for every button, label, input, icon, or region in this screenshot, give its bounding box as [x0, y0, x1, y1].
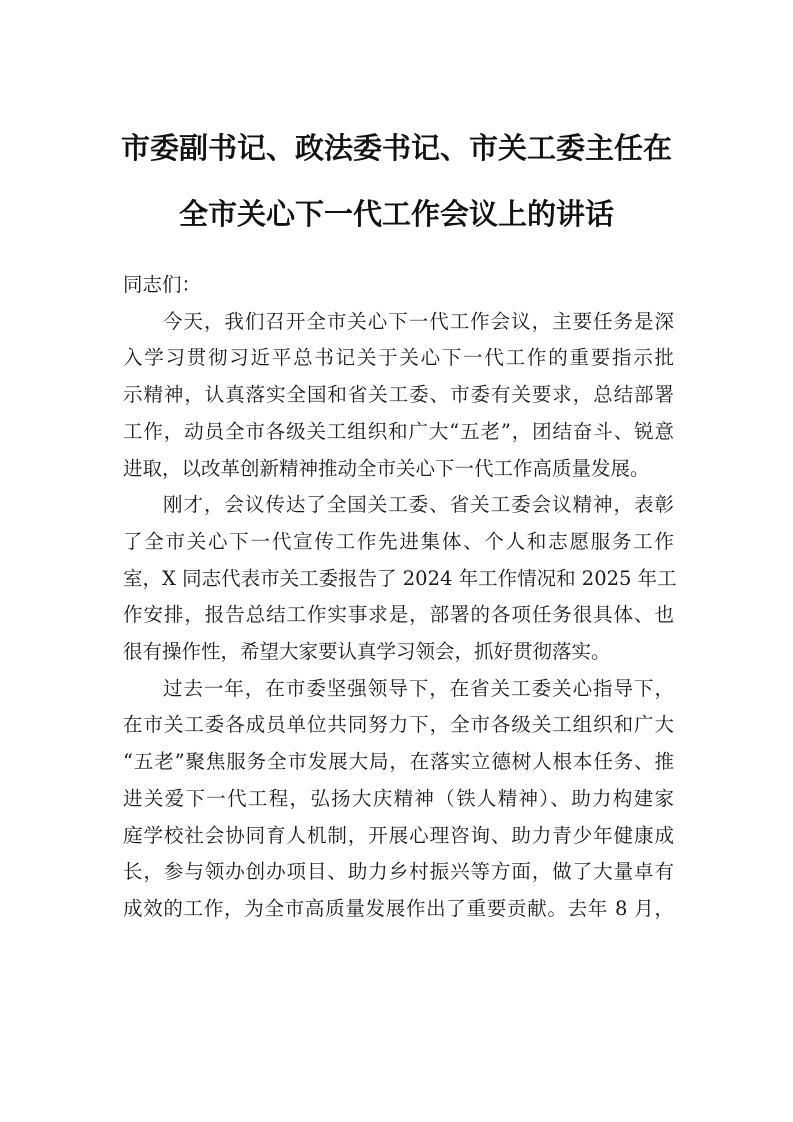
- paragraph-line: 作安排，报告总结工作实事求是，部署的各项任务很具体、也: [123, 603, 674, 627]
- paragraph-line: 庭学校社会协同育人机制，开展心理咨询、助力青少年健康成: [123, 823, 674, 847]
- paragraph-line: 很有操作性，希望大家要认真学习领会，抓好贯彻落实。: [123, 640, 611, 664]
- paragraph-line: 进关爱下一代工程，弘扬大庆精神（铁人精神）、助力构建家: [123, 786, 674, 810]
- paragraph-line: 刚才，会议传达了全国关工委、省关工委会议精神，表彰: [163, 493, 674, 517]
- paragraph-line: 工作，动员全市各级关工组织和广大“五老”，团结奋斗、锐意: [123, 419, 674, 443]
- paragraph-line: 在市关工委各成员单位共同努力下，全市各级关工组织和广大: [123, 713, 674, 737]
- salutation: 同志们：: [123, 273, 202, 296]
- paragraph-line: “五老”聚焦服务全市发展大局，在落实立德树人根本任务、推: [123, 750, 674, 774]
- paragraph-3: [123, 671, 674, 928]
- document-title: [100, 115, 693, 247]
- paragraph-line: 了全市关心下一代宣传工作先进集体、个人和志愿服务工作: [123, 529, 674, 553]
- paragraph-line: 长，参与领办创办项目、助力乡村振兴等方面，做了大量卓有: [123, 860, 674, 884]
- paragraph-1: [123, 304, 674, 488]
- document-body: [123, 267, 677, 928]
- paragraph-2: [123, 487, 677, 671]
- paragraph-line: 室，X 同志代表市关工委报告了 2024 年工作情况和 2025 年工: [123, 566, 677, 590]
- paragraph-line: 入学习贯彻习近平总书记关于关心下一代工作的重要指示批: [123, 346, 674, 370]
- paragraph-line: 今天，我们召开全市关心下一代工作会议，主要任务是深: [163, 309, 674, 333]
- title-line-1: 市委副书记、政法委书记、市关工委主任在: [120, 131, 672, 165]
- paragraph-line: 过去一年，在市委坚强领导下，在省关工委关心指导下，: [163, 676, 674, 700]
- paragraph-line: 示精神，认真落实全国和省关工委、市委有关要求，总结部署: [123, 383, 674, 407]
- paragraph-line: 成效的工作，为全市高质量发展作出了重要贡献。去年 8 月，: [123, 896, 674, 920]
- paragraph-line: 进取，以改革创新精神推动全市关心下一代工作高质量发展。: [123, 456, 650, 480]
- title-line-2: 全市关心下一代工作会议上的讲话: [178, 197, 614, 231]
